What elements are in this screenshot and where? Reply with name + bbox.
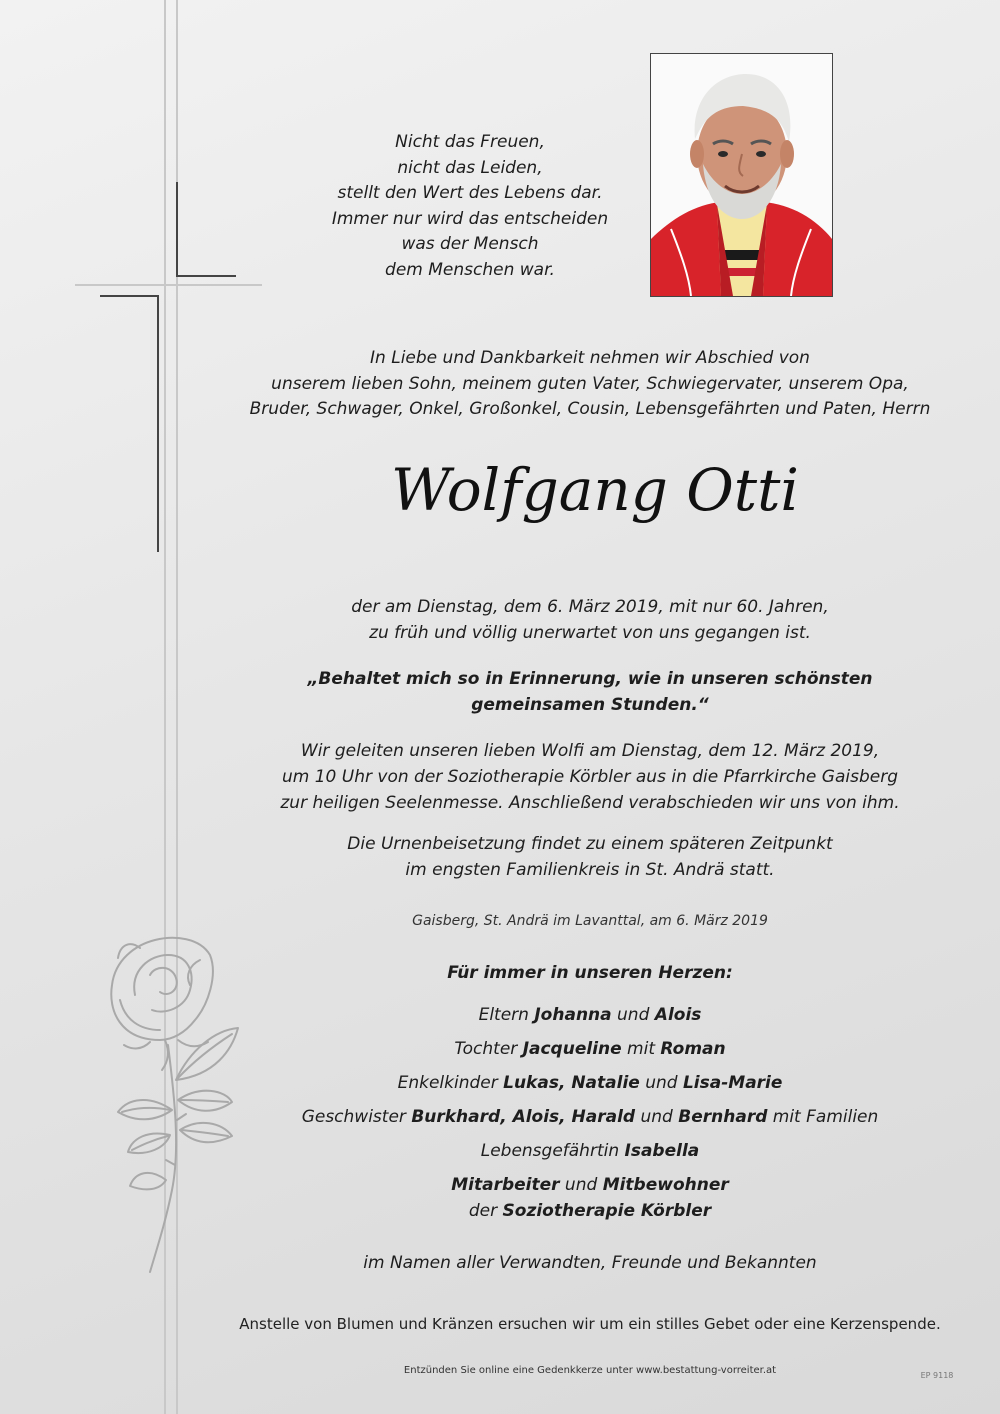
poem-line: stellt den Wert des Lebens dar. — [337, 183, 603, 203]
poem-line: Nicht das Freuen, — [395, 132, 545, 152]
mourner-name: Roman — [660, 1039, 726, 1059]
poem-line: dem Menschen war. — [385, 259, 555, 280]
portrait-photo — [650, 53, 833, 297]
form-code: EP 9118 — [920, 1371, 954, 1380]
conjunction: und — [611, 1005, 655, 1025]
funeral-line: Wir geleiten unseren lieben Wolfi am Dienstag, dem 12. März 2019, — [300, 741, 880, 761]
mourner-name: Lukas, Natalie — [503, 1073, 640, 1093]
mourner-name: Lisa-Marie — [682, 1073, 783, 1093]
poem-line: Immer nur wird das entscheiden — [331, 208, 609, 229]
mourner-line-sozio — [250, 1198, 930, 1232]
mourner-line-enkel — [250, 1070, 930, 1104]
conjunction: und — [639, 1073, 683, 1093]
suffix: mit Familien — [767, 1107, 879, 1127]
poem-line: nicht das Leiden, — [397, 157, 543, 178]
intro-line: unserem lieben Sohn, meinem guten Vater, Schwiegervater, unserem Opa, — [271, 373, 909, 394]
deceased-name: Wolfgang Otti — [391, 456, 799, 524]
mourner-name: Alois — [654, 1005, 702, 1025]
mourner-name: Johanna — [534, 1005, 612, 1025]
mourner-name: Isabella — [624, 1141, 700, 1161]
mourner-name: Mitarbeiter — [451, 1175, 560, 1195]
mourners-list — [250, 1002, 930, 1232]
poem — [300, 130, 640, 283]
intro-line: Bruder, Schwager, Onkel, Großonkel, Cousin, Lebensgefährten und Paten, Herrn — [249, 399, 931, 419]
on-behalf-line: im Namen aller Verwandten, Freunde und Bekannten — [363, 1253, 817, 1273]
relation-label: Eltern — [478, 1005, 535, 1025]
death-notice — [290, 594, 890, 646]
mourner-line-mitarbeiter — [250, 1172, 930, 1198]
urn-line: im engsten Familienkreis in St. Andrä statt. — [405, 860, 775, 880]
conjunction: und — [635, 1107, 679, 1127]
mourner-line-eltern — [250, 1002, 930, 1036]
conjunction: mit — [621, 1039, 661, 1059]
conjunction: und — [559, 1175, 603, 1195]
funeral-line: zur heiligen Seelenmesse. Anschließend verabschieden wir uns von ihm. — [280, 793, 900, 813]
memorial-quote — [290, 666, 890, 718]
place-date: Gaisberg, St. Andrä im Lavanttal, am 6. März 2019 — [412, 913, 768, 929]
farewell-intro — [240, 346, 940, 423]
portrait-illustration — [651, 54, 832, 296]
relation-label: der — [468, 1201, 503, 1221]
mourner-name: Mitbewohner — [602, 1175, 729, 1195]
mourner-name: Bernhard — [678, 1107, 768, 1127]
mourners-heading: Für immer in unseren Herzen: — [447, 963, 733, 983]
mourner-name: Burkhard, Alois, Harald — [411, 1107, 636, 1127]
intro-line: In Liebe und Dankbarkeit nehmen wir Abschied von — [370, 348, 810, 368]
mourner-name: Soziotherapie Körbler — [502, 1201, 712, 1221]
mourner-line-tochter — [250, 1036, 930, 1070]
online-candle-note: Entzünden Sie online eine Gedenkkerze unter www.bestattung-vorreiter.at — [403, 1365, 777, 1376]
funeral-line: um 10 Uhr von der Soziotherapie Körbler aus in die Pfarrkirche Gaisberg — [282, 767, 898, 787]
rose-icon — [0, 0, 270, 1414]
quote-line: „Behaltet mich so in Erinnerung, wie in unseren schönsten — [307, 669, 873, 689]
poem-line: was der Mensch — [401, 234, 539, 254]
mourner-line-geschwister — [250, 1104, 930, 1138]
relation-label: Tochter — [454, 1039, 523, 1059]
death-line: zu früh und völlig unerwartet von uns gegangen ist. — [369, 623, 811, 643]
relation-label: Enkelkinder — [397, 1073, 504, 1093]
relation-label: Geschwister — [301, 1107, 412, 1127]
mourner-name: Jacqueline — [522, 1039, 622, 1059]
relation-label: Lebensgefährtin — [480, 1141, 625, 1161]
funeral-details — [250, 738, 930, 816]
urn-burial-notice — [290, 831, 890, 883]
quote-line: gemeinsamen Stunden.“ — [471, 695, 709, 715]
urn-line: Die Urnenbeisetzung findet zu einem späteren Zeitpunkt — [347, 834, 833, 854]
flowers-note: Anstelle von Blumen und Kränzen ersuchen wir um ein stilles Gebet oder eine Kerzenspende. — [239, 1315, 941, 1333]
mourner-line-partner — [250, 1138, 930, 1172]
death-line: der am Dienstag, dem 6. März 2019, mit nur 60. Jahren, — [351, 597, 829, 617]
